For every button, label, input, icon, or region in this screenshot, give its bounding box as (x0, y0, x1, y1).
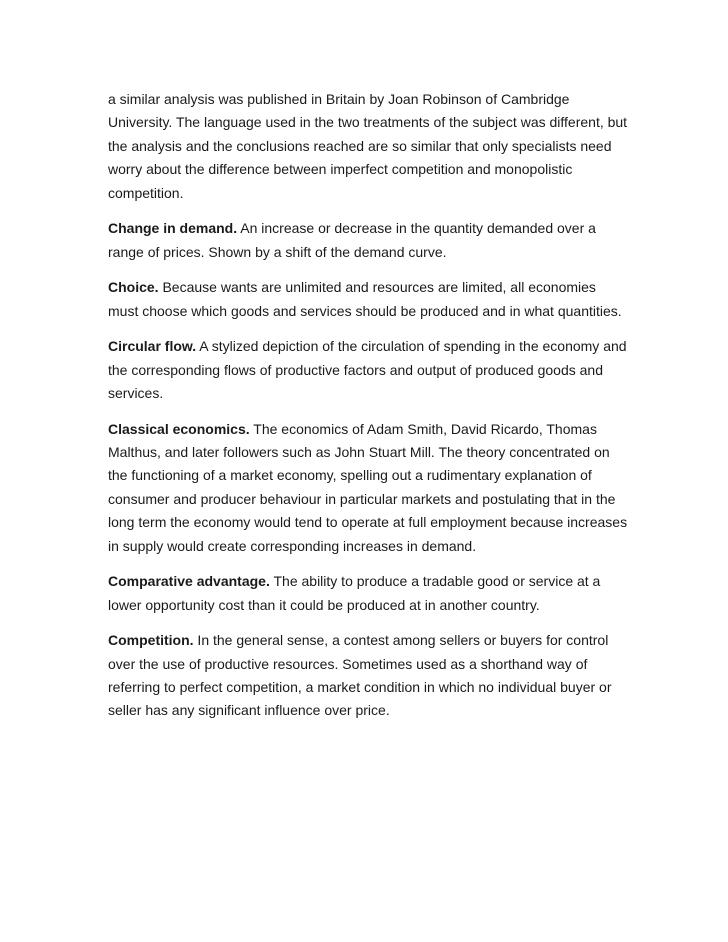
glossary-term: Choice. (108, 279, 159, 296)
document-body (108, 88, 628, 735)
glossary-term: Competition. (108, 632, 194, 649)
glossary-term: Comparative advantage. (108, 573, 270, 590)
glossary-definition: The ability to produce a tradable good or service at a lower opportunity cost than it could be produced at in another country. (108, 573, 601, 613)
glossary-entry-circular-flow (108, 335, 628, 405)
glossary-definition: The economics of Adam Smith, David Ricardo, Thomas Malthus, and later followers such as John Stuart Mill. The theory concentrated on the functioning of a market economy, spelling out a rudimentary explanation of consumer and producer behaviour in particular markets and postulating that in the long term the economy would tend to operate at full employment because increases in supply would create corresponding increases in demand. (108, 420, 628, 554)
glossary-term: Change in demand. (108, 220, 238, 237)
glossary-definition: Because wants are unlimited and resources are limited, all economies must choose which goods and services should be produced and in what quantities. (108, 279, 622, 319)
glossary-entry-competition (108, 629, 628, 723)
glossary-entry-classical-economics (108, 418, 628, 558)
glossary-term: Circular flow. (108, 338, 197, 355)
intro-text: a similar analysis was published in Britain by Joan Robinson of Cambridge University. The language used in the two treatments of the subject was different, but the analysis and the conclusions reached are so similar that only specialists need worry about the difference between imperfect competition and monopolistic competition. (108, 91, 628, 201)
glossary-term: Classical economics. (108, 420, 250, 437)
glossary-definition: An increase or decrease in the quantity demanded over a range of prices. Shown by a shift of the demand curve. (108, 220, 596, 260)
glossary-entry-choice (108, 276, 628, 323)
intro-paragraph (108, 88, 628, 205)
glossary-definition: In the general sense, a contest among sellers or buyers for control over the use of productive resources. Sometimes used as a shorthand way of referring to perfect competition, a market condition in which no individual buyer or seller has any significant influence over price. (108, 632, 612, 719)
glossary-entry-change-in-demand (108, 217, 628, 264)
glossary-definition: A stylized depiction of the circulation of spending in the economy and the corresponding flows of productive factors and output of produced goods and services. (108, 338, 627, 402)
glossary-entry-comparative-advantage (108, 570, 628, 617)
